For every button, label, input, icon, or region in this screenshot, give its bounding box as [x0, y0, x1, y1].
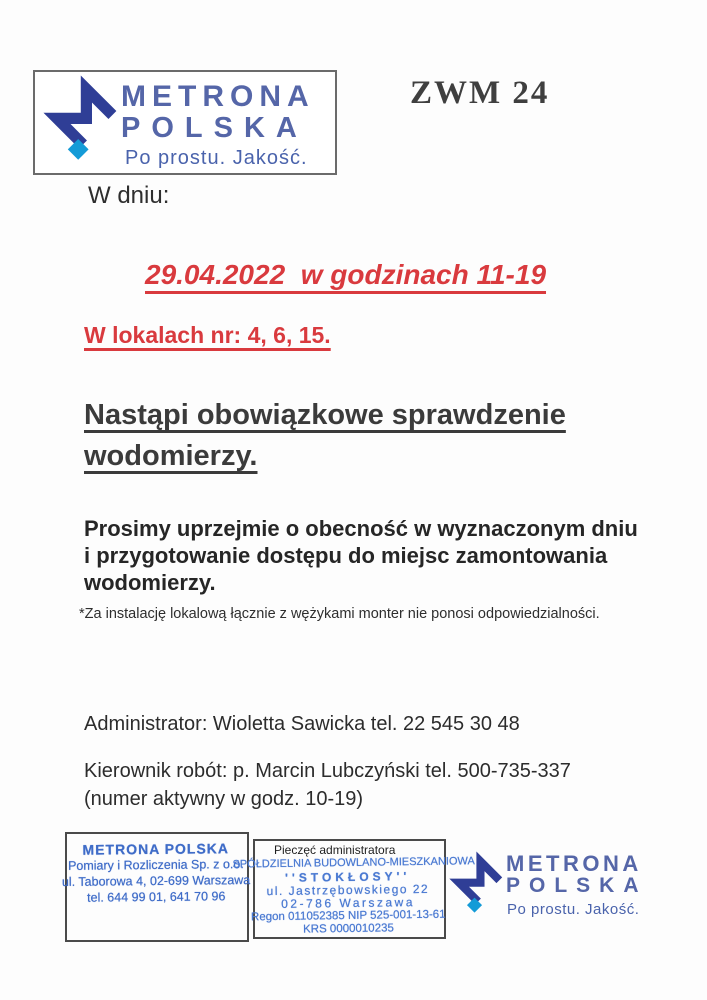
body-line-1: Prosimy uprzejmie o obecność w wyznaczonym dniu: [84, 516, 638, 541]
company-stamp-line-3: ul. Taborowa 4, 02-699 Warszawa: [61, 873, 251, 889]
doc-code: ZWM 24: [410, 75, 550, 111]
inspection-date-line: 29.04.2022 w godzinach 11-19: [145, 259, 547, 290]
heading-line-2: wodomierzy.: [84, 440, 258, 472]
footnote: *Za instalację lokalową łącznie z wężykami monter nie ponosi odpowiedzialności.: [79, 606, 600, 622]
metrona-logo-mark-icon: [43, 78, 123, 168]
company-stamp-line-2: Pomiary i Rozliczenia Sp. z o.o.: [67, 857, 244, 873]
logo-name-polska: POLSKA: [121, 112, 308, 144]
admin-stamp-line-1: SPÓŁDZIELNIA BUDOWLANO-MIESZKANIOWA: [232, 855, 475, 871]
manager-contact: [84, 757, 571, 813]
logo-name-metrona: METRONA: [506, 851, 642, 876]
locations-line: W lokalach nr: 4, 6, 15.: [84, 322, 331, 348]
body-line-3: wodomierzy.: [84, 570, 216, 595]
manager-contact-line-2: (numer aktywny w godz. 10-19): [84, 788, 364, 810]
admin-stamp-line-4: 02-786 Warszawa: [281, 895, 416, 911]
company-stamp-line-4: tel. 644 99 01, 641 70 96: [87, 889, 226, 905]
admin-stamp-line-6: KRS 0000010235: [302, 922, 394, 936]
body-line-2: i przygotowanie dostępu do miejsc zamontowania: [84, 543, 608, 568]
admin-stamp-line-3: ul. Jastrzębowskiego 22: [266, 881, 430, 899]
admin-contact-line: Administrator: Wioletta Sawicka tel. 22 545 30 48: [84, 713, 520, 735]
logo-name-polska: POLSKA: [506, 874, 648, 897]
logo-tagline: Po prostu. Jakość.: [507, 901, 640, 918]
company-stamp-line-1: METRONA POLSKA: [82, 840, 230, 858]
manager-contact-line-1: Kierownik robót: p. Marcin Lubczyński tel. 500-735-337: [84, 760, 571, 782]
admin-stamp-line-5: Regon 011052385 NIP 525-001-13-61: [250, 908, 446, 924]
company-stamp: [58, 840, 255, 906]
admin-stamp-line-2: ''STOKŁOSY'': [285, 869, 411, 885]
header-logo-box: [33, 70, 337, 175]
metrona-logo-mark-icon: [449, 853, 507, 919]
footer-logo: [449, 851, 664, 931]
logo-tagline: Po prostu. Jakość.: [125, 147, 308, 169]
admin-stamp-caption: Pieczęć administratora: [274, 843, 396, 857]
intro-label: W dniu:: [88, 182, 170, 209]
admin-stamp: [232, 855, 475, 937]
notice-body: [84, 515, 638, 596]
logo-name-metrona: METRONA: [121, 80, 315, 113]
heading-line-1: Nastąpi obowiązkowe sprawdzenie: [84, 399, 566, 431]
notice-heading: [84, 395, 566, 477]
